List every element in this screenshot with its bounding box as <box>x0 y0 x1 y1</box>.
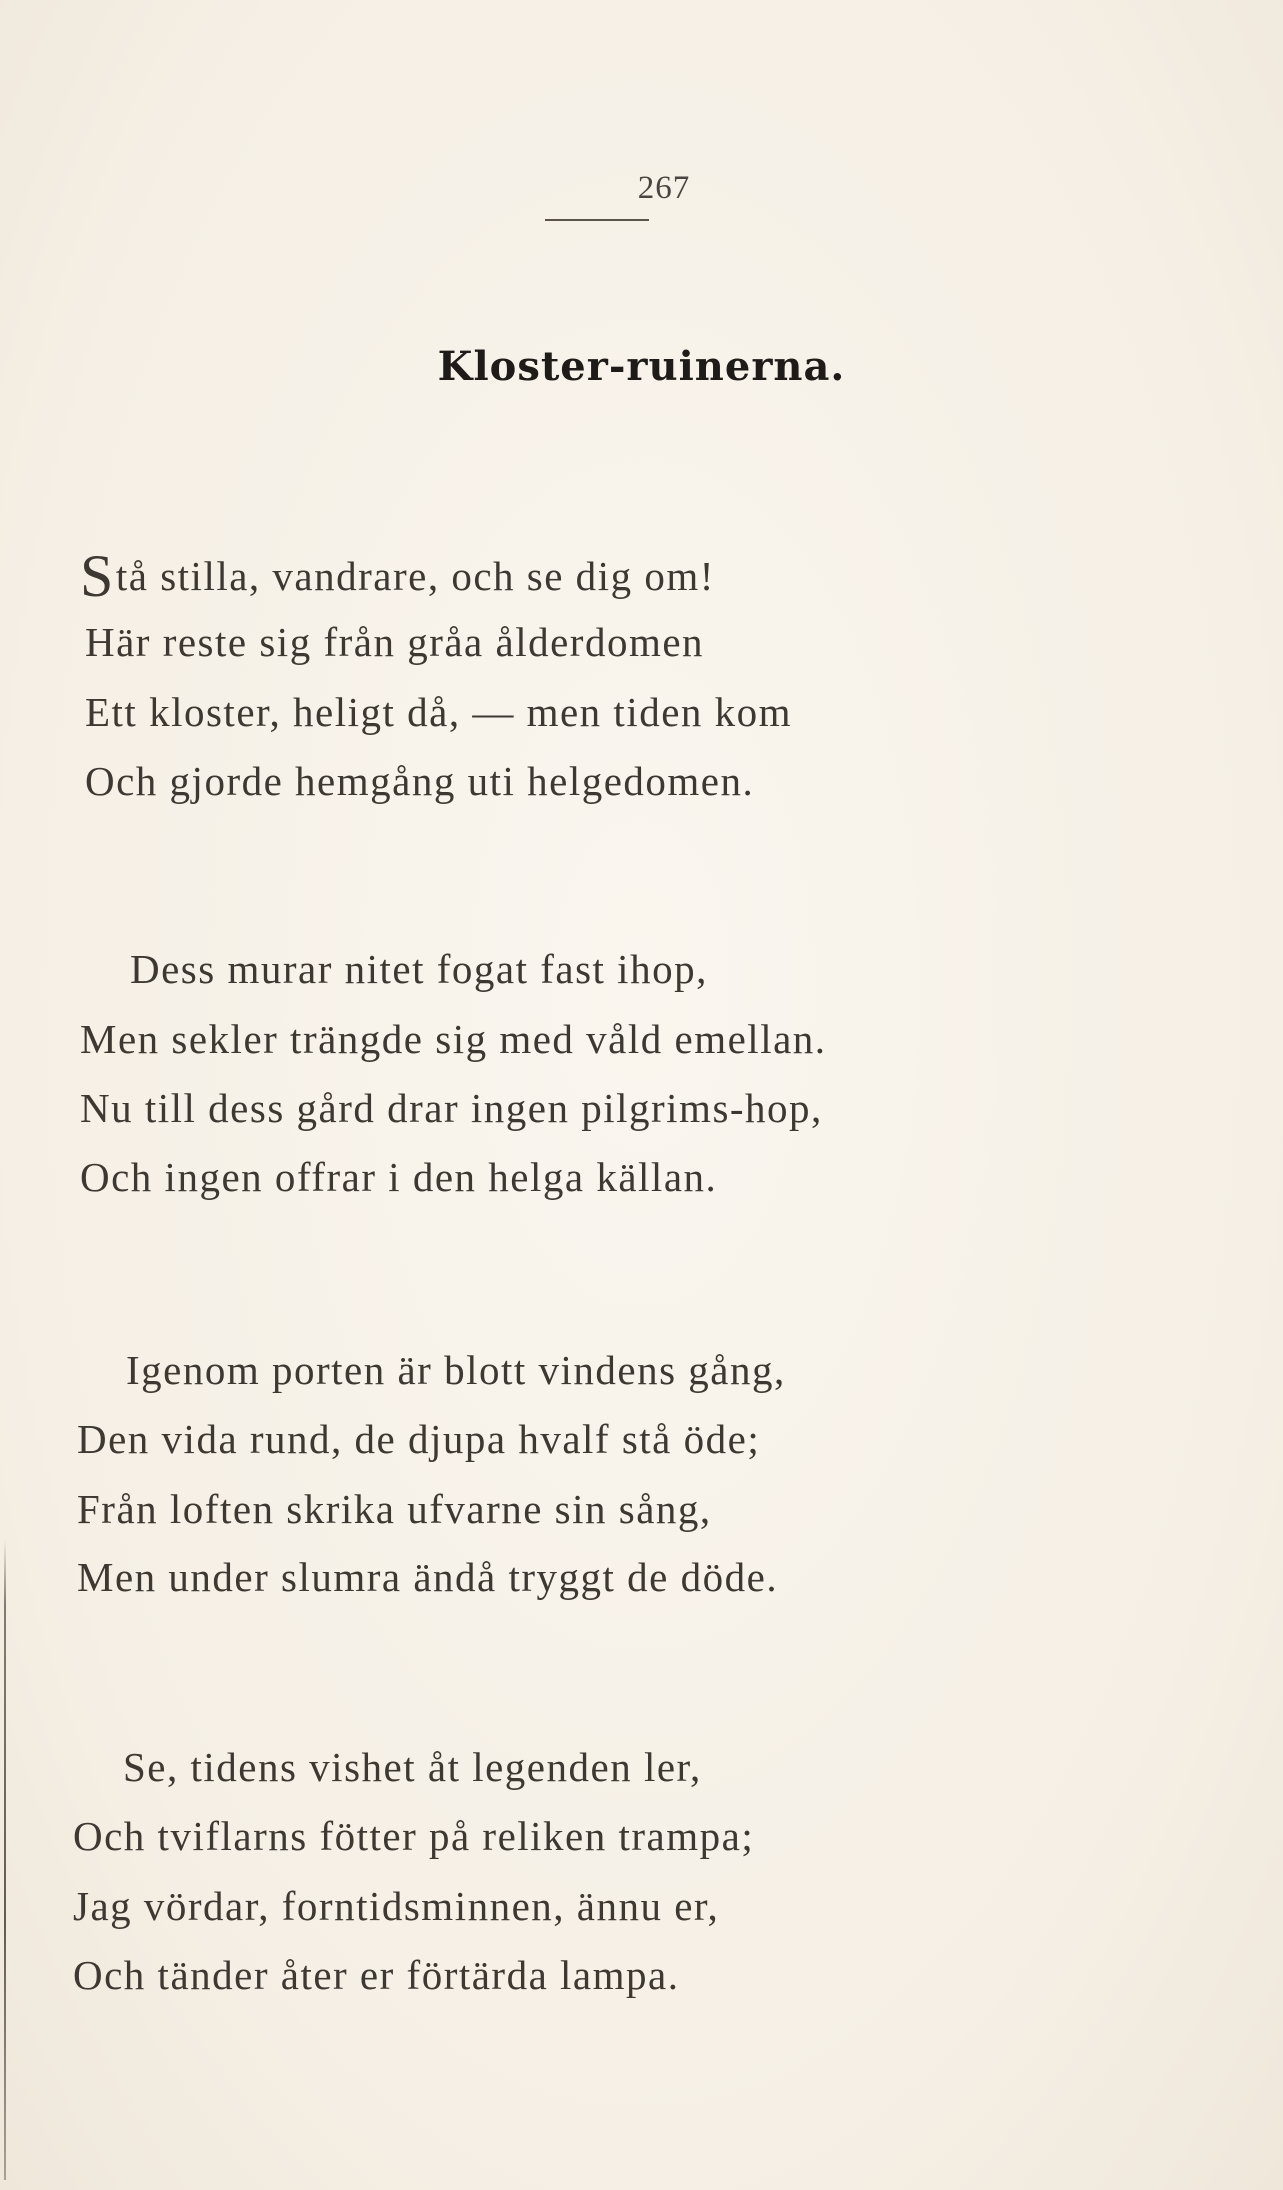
page-number: 267 <box>637 170 691 206</box>
poem-line: Se, tidens vishet åt legenden ler, <box>123 1744 702 1790</box>
poem-line: Från loften skrika ufvarne sin sång, <box>77 1486 712 1532</box>
poem-line: Den vida rund, de djupa hvalf stå öde; <box>77 1416 761 1462</box>
poem-line: Men sekler trängde sig med våld emellan. <box>80 1016 827 1062</box>
first-line-text: tå stilla, vandrare, och se dig om! <box>115 553 715 599</box>
poem-line: Men under slumra ändå tryggt de döde. <box>77 1554 779 1600</box>
poem-line: Ett kloster, heligt då, — men tiden kom <box>85 689 793 735</box>
page-edge-shadow <box>4 1540 6 2180</box>
poem-line: Och tänder åter er förtärda lampa. <box>73 1952 680 1998</box>
poem-line: Nu till dess gård drar ingen pilgrims-hop, <box>80 1085 823 1131</box>
poem-line: Dess murar nitet fogat fast ihop, <box>130 946 708 992</box>
poem-line: Igenom porten är blott vindens gång, <box>126 1347 786 1393</box>
drop-cap: S <box>80 543 115 609</box>
poem-line: Och tviflarns fötter på reliken trampa; <box>73 1813 755 1859</box>
poem-line: Och ingen offrar i den helga källan. <box>80 1154 718 1200</box>
poem-line: Här reste sig från gråa ålderdomen <box>85 619 705 665</box>
poem-line: Jag vördar, forntidsminnen, ännu er, <box>73 1883 720 1929</box>
poem-line <box>80 543 715 609</box>
poem-title: Kloster-ruinerna. <box>437 343 846 390</box>
header-rule <box>545 219 649 221</box>
poem-line: Och gjorde hemgång uti helgedomen. <box>85 758 755 804</box>
